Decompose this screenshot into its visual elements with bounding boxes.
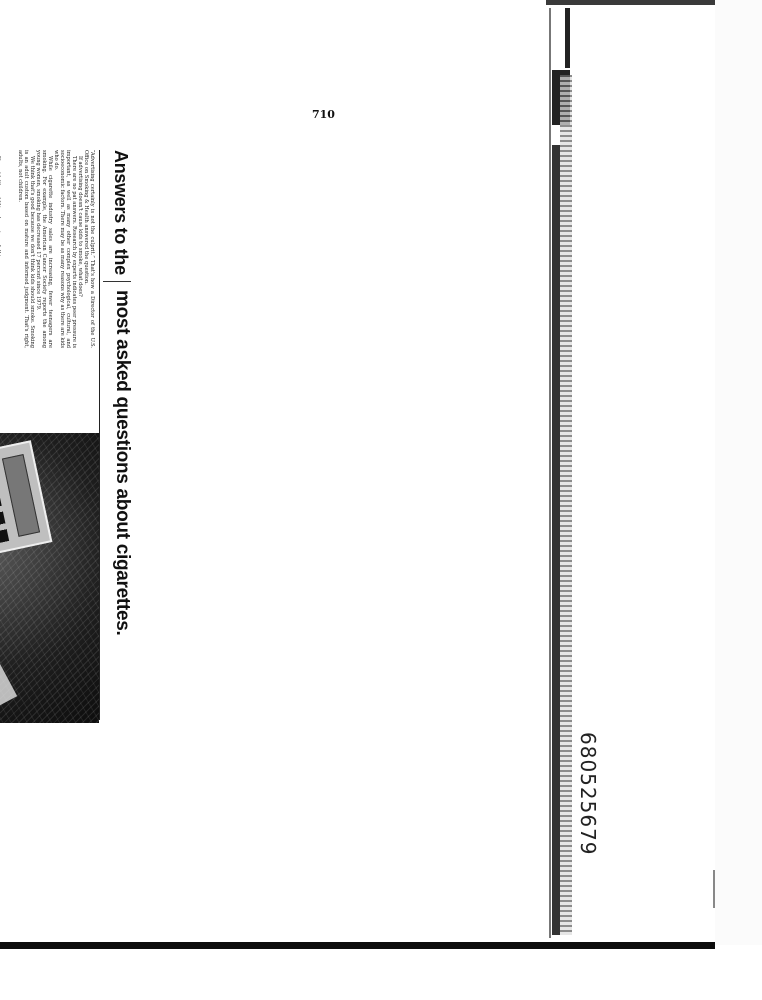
ad-body-text-continued	[0, 150, 1, 295]
ad-photo	[0, 433, 99, 723]
ad-header	[99, 150, 137, 720]
ad-header-left: Answers to the	[111, 150, 131, 275]
calculator-screen	[2, 454, 40, 537]
ad-body-paragraph: There are no pat answers. Research by experts indicates peer pressure is important, as well as many other complex psychological, cultural, and socioeconomic factors. There may be as many reasons why as there are kids who do.	[53, 150, 77, 348]
ad-body-text	[1, 150, 95, 348]
scan-bottom-bar	[0, 942, 715, 949]
scan-page-edge-line	[549, 8, 551, 938]
ad-body-paragraph: If advertising doesn't cause kids to smoke, what does?	[77, 156, 83, 297]
advertisement	[0, 150, 137, 720]
scan-margin-tick	[713, 870, 715, 908]
ad-body-paragraph	[0, 150, 1, 295]
document-id: 680525679	[576, 732, 600, 856]
scan-edge-dark-strip	[552, 145, 560, 935]
page-number: 710	[312, 108, 335, 121]
ad-body-paragraph: While cigarette industry sales are increasing, fewer teenagers are smoking. For example, the American Cancer Society reports the among young women, smoking has decreased 17 percent since 1979.	[35, 150, 53, 348]
scan-edge-notch	[565, 8, 570, 68]
scan-right-margin	[715, 0, 762, 945]
ad-body-paragraph: “Advertising certainly is not the culprit.” That's how a Director of the U.S. Office on Smoking & Health answered the question.	[83, 150, 95, 348]
ad-body-paragraph: We think that's good because we don't think kids should smoke. Smoking is an adult custom based on mature and informed judgment. That's right, adults, not children.	[17, 150, 35, 348]
ad-header-divider	[103, 281, 131, 282]
ad-header-right: most asked questions about cigarettes.	[112, 290, 133, 636]
